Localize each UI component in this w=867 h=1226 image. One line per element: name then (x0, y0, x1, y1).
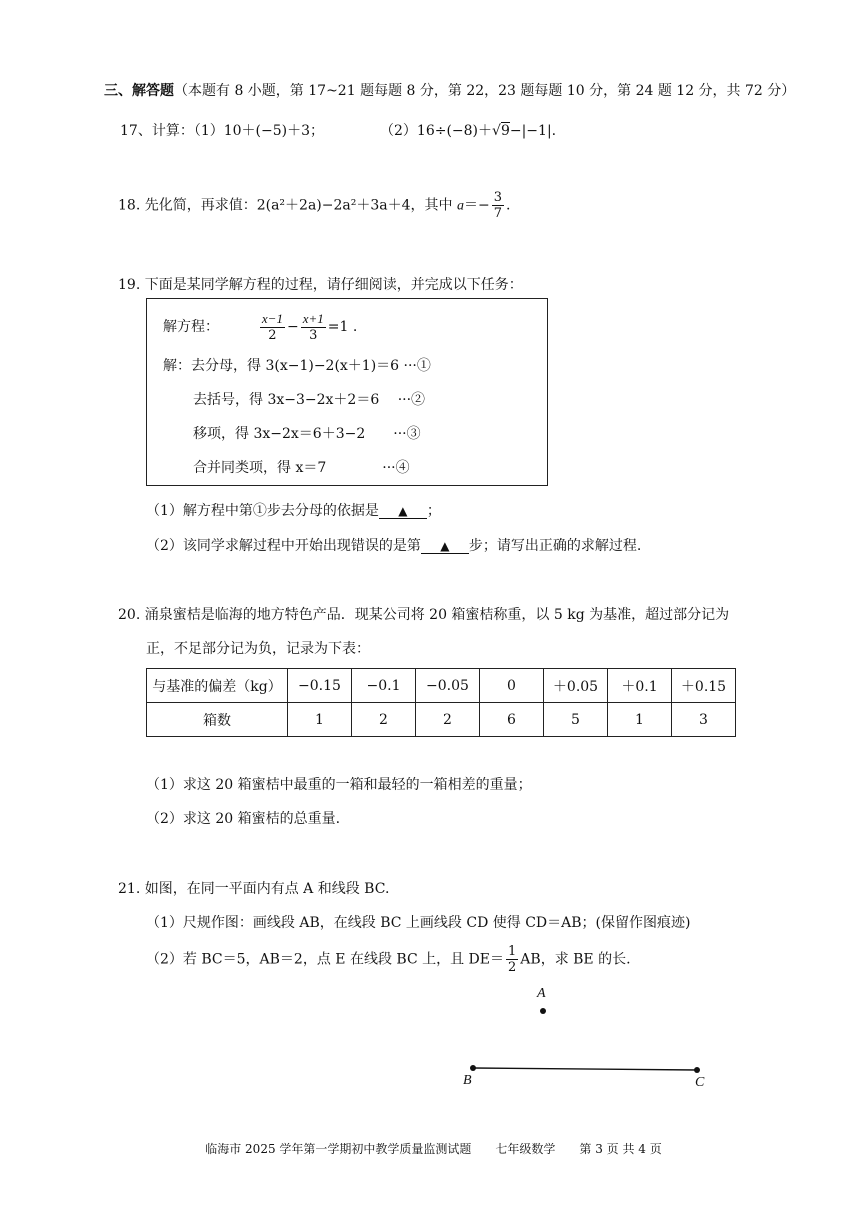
page-footer: 临海市 2025 学年第一学期初中教学质量监测试题 七年级数学 第 3 页 共 4 页 (205, 1142, 662, 1156)
row-header-boxes: 箱数 (147, 703, 288, 737)
row-header-deviation: 与基准的偏差（kg） (147, 669, 288, 703)
table-cell: −0.15 (288, 669, 352, 703)
q18-text: 先化简，再求值：2(a²＋2a)−2a²＋3a＋4，其中 (144, 197, 453, 214)
table-cell: −0.1 (352, 669, 416, 703)
q17-label: 17、计算： (120, 123, 194, 139)
q21-sub1: （1）尺规作图：画线段 AB，在线段 BC 上画线段 CD 使得 CD＝AB；(保留作图痕迹) (146, 915, 691, 931)
q19-sub1-text: （1）解方程中第①步去分母的依据是 (146, 503, 379, 519)
table-cell: 2 (416, 703, 480, 737)
q19-label: 19. (118, 277, 141, 293)
equation-end: =1 . (327, 319, 358, 335)
q20-line2: 正，不足部分记为负，记录为下表： (146, 641, 370, 657)
fraction-2-den: 3 (309, 328, 318, 343)
q18-label: 18. (118, 197, 141, 214)
answer-blank-1: ▲ (379, 504, 427, 519)
equation-label: 解方程： (163, 319, 219, 335)
step-3: 移项，得 3x−2x＝6＋3−2 ···③ (193, 426, 421, 442)
fraction-1-den: 2 (268, 328, 277, 343)
table-cell: 1 (608, 703, 672, 737)
segment-bc (473, 1068, 697, 1070)
question-19 (118, 274, 523, 294)
solution-box (146, 298, 548, 486)
table-cell: 3 (672, 703, 736, 737)
section-heading (104, 80, 795, 100)
q18-fraction (492, 190, 504, 221)
q21-sub2 (146, 944, 631, 975)
question-20 (118, 604, 729, 624)
q17-part1: （1）10＋(−5)＋3； (193, 123, 325, 139)
section-title: 三、解答题 (104, 83, 174, 99)
point-a (540, 1008, 546, 1014)
point-b (470, 1065, 476, 1071)
table-cell: 1 (288, 703, 352, 737)
q18-frac-den: 7 (493, 206, 502, 221)
step-4: 合并同类项，得 x＝7 ···④ (193, 460, 410, 476)
q18-eq: ＝− (463, 197, 490, 214)
point-c (694, 1067, 700, 1073)
step-1: 解：去分母，得 3(x−1)−2(x＋1)＝6 ···① (163, 358, 431, 374)
q18-end: . (506, 197, 511, 214)
q20-line1: 涌泉蜜桔是临海的地方特色产品．现某公司将 20 箱蜜桔称重，以 5 kg 为基准，超过部分记为 (144, 607, 730, 623)
sqrt-symbol: √ (492, 123, 501, 139)
fraction-1-num: x−1 (261, 311, 283, 326)
table-row (147, 669, 736, 703)
answer-blank-2: ▲ (421, 539, 469, 554)
fraction-1 (260, 311, 285, 343)
equation-line (163, 311, 357, 343)
q19-sub2-text: （2）该同学求解过程中开始出现错误的是第 (146, 538, 421, 554)
q21-sub2-text: （2）若 BC＝5，AB＝2，点 E 在线段 BC 上，且 DE＝ (146, 951, 505, 968)
q19-sub2-end: 步；请写出正确的求解过程. (468, 538, 642, 554)
table-cell: ＋0.1 (608, 669, 672, 703)
q19-sub1 (146, 500, 441, 520)
q19-sub2 (146, 535, 641, 555)
fraction-2 (301, 311, 326, 343)
table-cell: 6 (480, 703, 544, 737)
q21-frac-num: 1 (508, 944, 517, 959)
q18-frac-num: 3 (493, 190, 502, 205)
q21-label: 21. (118, 881, 141, 897)
point-c-label: C (695, 1075, 705, 1090)
q21-fraction (506, 944, 518, 975)
section-note: （本题有 8 小题，第 17~21 题每题 8 分，第 22，23 题每题 10 分，第 24 题 12 分，共 72 分） (174, 83, 796, 99)
deviation-table (146, 668, 736, 737)
step-2: 去括号，得 3x−3−2x＋2＝6 ···② (193, 392, 426, 408)
q21-sub2-end: AB，求 BE 的长. (520, 951, 631, 968)
table-row (147, 703, 736, 737)
point-a-label: A (537, 986, 546, 1001)
table-cell: ＋0.05 (544, 669, 608, 703)
q21-frac-den: 2 (508, 960, 517, 975)
point-b-label: B (463, 1073, 472, 1088)
table-cell: 5 (544, 703, 608, 737)
q17-part2 (380, 120, 556, 140)
question-17 (120, 120, 324, 140)
q19-sub1-end: ； (426, 503, 441, 519)
q17-part2-prefix: （2）16÷(−8)＋ (380, 123, 493, 139)
table-cell: ＋0.15 (672, 669, 736, 703)
q19-intro: 下面是某同学解方程的过程，请仔细阅读，并完成以下任务： (144, 277, 523, 293)
fraction-2-num: x+1 (302, 311, 324, 326)
q18-var: a (456, 198, 464, 214)
q21-intro: 如图，在同一平面内有点 A 和线段 BC. (144, 881, 390, 897)
table-cell: −0.05 (416, 669, 480, 703)
q17-part2-suffix: −|−1|. (509, 123, 557, 139)
table-cell: 0 (480, 669, 544, 703)
sqrt-arg: 9 (500, 123, 510, 139)
table-cell: 2 (352, 703, 416, 737)
fraction-minus: − (286, 319, 299, 335)
question-18 (118, 190, 510, 221)
q20-sub1: （1）求这 20 箱蜜桔中最重的一箱和最轻的一箱相差的重量； (146, 777, 532, 793)
q20-label: 20. (118, 607, 141, 623)
question-21 (118, 878, 389, 898)
q20-sub2: （2）求这 20 箱蜜桔的总重量. (146, 811, 341, 827)
